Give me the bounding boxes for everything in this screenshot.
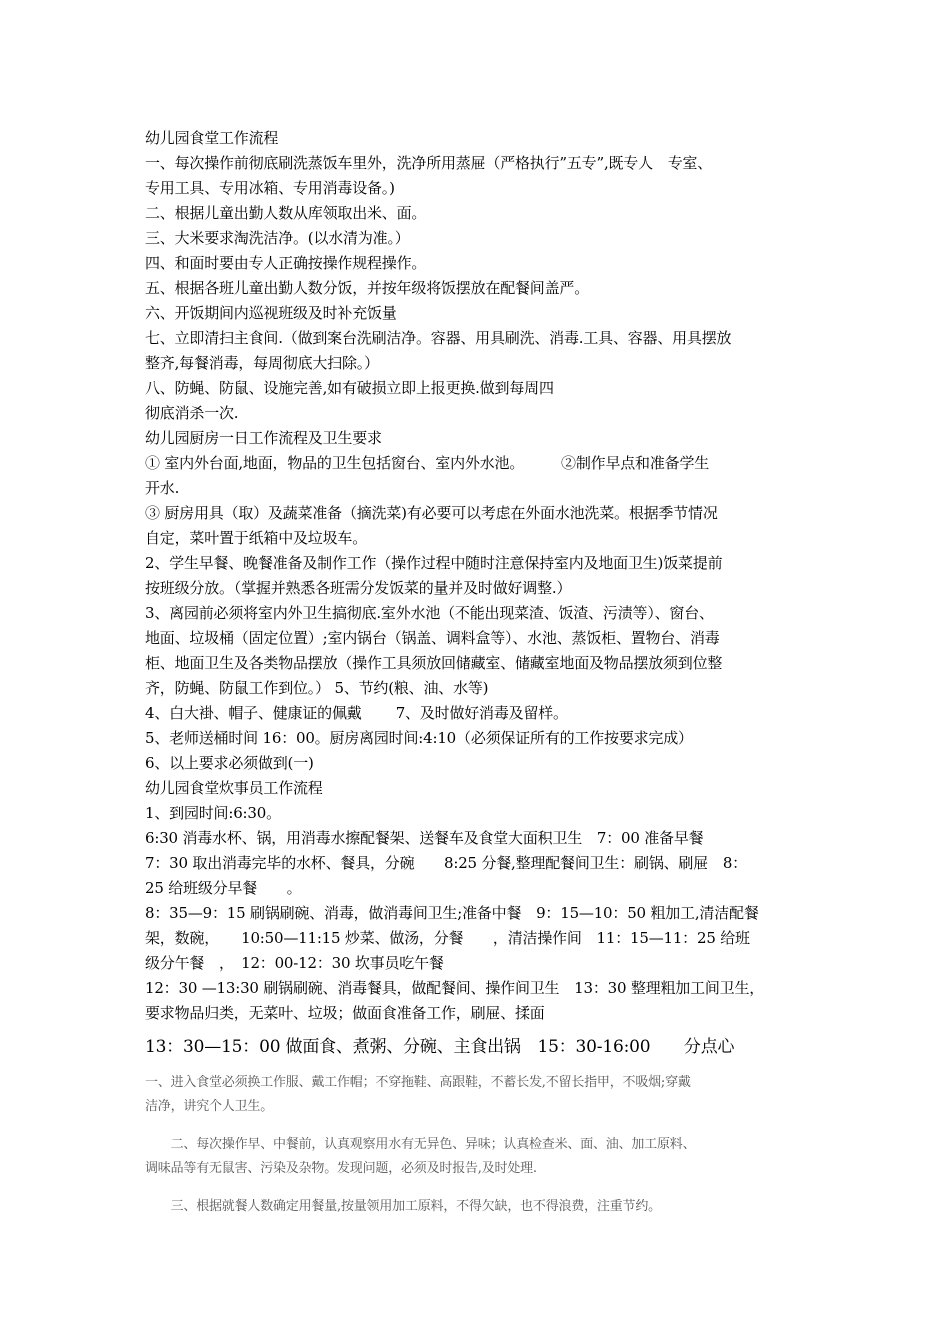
text-line: 按班级分放。（掌握并熟悉各班需分发饭菜的量并及时做好调整.） xyxy=(145,579,572,597)
text-line: 自定，菜叶置于纸箱中及垃圾车。 xyxy=(145,529,368,547)
text-line: 2、学生早餐、晚餐准备及制作工作（操作过程中随时注意保持室内及地面卫生)饭菜提前 xyxy=(145,554,723,572)
text-line: 6:30 消毒水杯、锅，用消毒水擦配餐架、送餐车及食堂大面积卫生 7：00 准备早餐 xyxy=(145,829,704,847)
text-line: 整齐,每餐消毒，每周彻底大扫除。） xyxy=(145,354,379,372)
text-line: 彻底消杀一次. xyxy=(145,404,239,422)
text-line: 三、大米要求淘洗洁净。(以水清为准。） xyxy=(145,229,410,247)
hygiene-rule-line: 一、进入食堂必须换工作服、戴工作帽；不穿拖鞋、高跟鞋，不蓄长发,不留长指甲，不吸烟;穿戴 xyxy=(145,1075,691,1090)
text-line: 5、老师送桶时间 16：00。厨房离园时间:4:10（必须保证所有的工作按要求完成） xyxy=(145,729,693,747)
hygiene-rule-line: 洁净，讲究个人卫生。 xyxy=(145,1099,274,1114)
text-line: 6、以上要求必须做到(一) xyxy=(145,754,314,772)
text-line: 开水. xyxy=(145,479,180,497)
text-line: 3、离园前必须将室内外卫生搞彻底.室外水池（不能出现菜渣、饭渣、污渍等）、窗台、 xyxy=(145,604,714,622)
heading-canteen-workflow: 幼儿园食堂工作流程 xyxy=(145,129,279,147)
text-line: 4、白大褂、帽子、健康证的佩戴 7、及时做好消毒及留样。 xyxy=(145,704,568,722)
text-line: 25 给班级分早餐 。 xyxy=(145,879,302,897)
text-line: 六、开饭期间内巡视班级及时补充饭量 xyxy=(145,304,397,322)
text-line: 地面、垃圾桶（固定位置）;室内锅台（锅盖、调料盒等）、水池、蒸饭柜、置物台、消毒 xyxy=(145,629,720,647)
text-line: 一、每次操作前彻底刷洗蒸饭车里外，洗净所用蒸屉（严格执行”五专”,既专人 专室、 xyxy=(145,154,713,172)
text-line: 7：30 取出消毒完毕的水杯、餐具，分碗 8:25 分餐,整理配餐间卫生：刷锅、刷屉 8： xyxy=(145,854,747,872)
text-line: 七、立即清扫主食间.（做到案台洗刷洁净。容器、用具刷洗、消毒.工具、容器、用具摆放 xyxy=(145,329,732,347)
text-line: 级分午餐 ， 12：00-12：30 坎事员吃午餐 xyxy=(145,954,444,972)
text-line: 柜、地面卫生及各类物品摆放（操作工具须放回储藏室、储藏室地面及物品摆放须到位整 xyxy=(145,654,723,672)
text-line: 齐，防蝇、防鼠工作到位。） 5、节约(粮、油、水等) xyxy=(145,679,489,697)
text-line: ① 室内外台面,地面，物品的卫生包括窗台、室内外水池。 ②制作早点和准备学生 xyxy=(145,454,710,472)
text-line: 四、和面时要由专人正确按操作规程操作。 xyxy=(145,254,427,272)
text-line: 二、根据儿童出勤人数从库领取出米、面。 xyxy=(145,204,427,222)
schedule-line-large: 13：30—15：00 做面食、煮粥、分碗、主食出锅 15：30-16:00 分点心 xyxy=(145,1037,735,1057)
hygiene-rule-line: 调味品等有无鼠害、污染及杂物。发现问题，必须及时报告,及时处理. xyxy=(145,1161,537,1176)
text-line: 专用工具、专用冰箱、专用消毒设备。) xyxy=(145,179,395,197)
text-line: 要求物品归类，无菜叶、垃圾；做面食准备工作，刷屉、揉面 xyxy=(145,1004,545,1022)
text-line: 8：35—9：15 刷锅刷碗、消毒，做消毒间卫生;准备中餐 9：15—10：50 粗加工,清洁配餐 xyxy=(145,904,759,922)
text-line: 八、防蝇、防鼠、设施完善,如有破损立即上报更换.做到每周四 xyxy=(145,379,554,397)
hygiene-rule-line: 三、根据就餐人数确定用餐量,按量领用加工原料，不得欠缺，也不得浪费，注重节约。 xyxy=(145,1199,661,1214)
hygiene-rule-line: 二、每次操作早、中餐前，认真观察用水有无异色、异味；认真检查米、面、油、加工原料、 xyxy=(145,1137,696,1152)
text-line: 架，数碗， 10:50—11:15 炒菜、做汤，分餐 ，清洁操作间 11：15—11：25 给班 xyxy=(145,929,750,947)
heading-cook-workflow: 幼儿园食堂炊事员工作流程 xyxy=(145,779,323,797)
text-line: ③ 厨房用具（取）及蔬菜准备（摘洗菜)有必要可以考虑在外面水池洗菜。根据季节情况 xyxy=(145,504,718,522)
text-line: 1、到园时间:6:30。 xyxy=(145,804,281,822)
text-line: 五、根据各班儿童出勤人数分饭，并按年级将饭摆放在配餐间盖严。 xyxy=(145,279,590,297)
text-line: 12：30 —13:30 刷锅刷碗、消毒餐具，做配餐间、操作间卫生 13：30 整理粗加工间卫生， xyxy=(145,979,765,997)
heading-kitchen-daily: 幼儿园厨房一日工作流程及卫生要求 xyxy=(145,429,382,447)
